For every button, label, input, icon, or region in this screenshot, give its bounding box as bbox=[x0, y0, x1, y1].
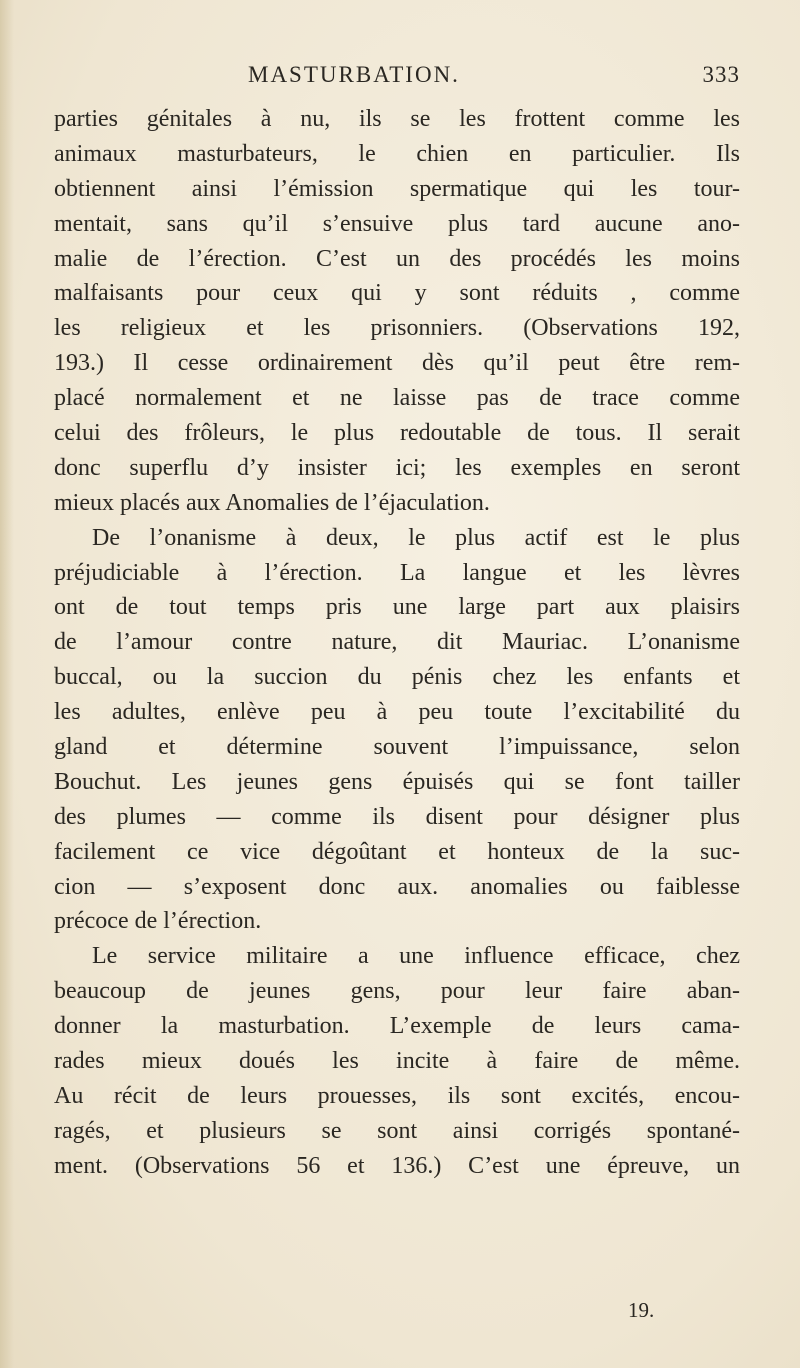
text-line: gland et détermine souvent l’impuissance, selon bbox=[54, 734, 740, 761]
text-line: facilement ce vice dégoûtant et honteux de la suc- bbox=[54, 838, 740, 865]
running-title: MASTURBATION. bbox=[248, 62, 460, 87]
text-line: beaucoup de jeunes gens, pour leur faire aban- bbox=[54, 978, 740, 1005]
text-line: mentait, sans qu’il s’ensuive plus tard aucune ano- bbox=[54, 210, 740, 237]
text-line: celui des frôleurs, le plus redoutable de tous. Il serait bbox=[54, 420, 740, 447]
text-line: donner la masturbation. L’exemple de leurs cama- bbox=[54, 1013, 740, 1040]
text-line: des plumes — comme ils disent pour désigner plus bbox=[54, 803, 740, 830]
text-line: placé normalement et ne laisse pas de trace comme bbox=[54, 385, 740, 412]
body-text bbox=[54, 102, 740, 1184]
text-line: buccal, ou la succion du pénis chez les enfants et bbox=[54, 664, 740, 691]
text-line: malie de l’érection. C’est un des procédés les moins bbox=[54, 245, 740, 272]
text-line: rades mieux doués les incite à faire de même. bbox=[54, 1048, 740, 1075]
text-line: 193.) Il cesse ordinairement dès qu’il peut être rem- bbox=[54, 350, 740, 377]
text-line: donc superflu d’y insister ici; les exemples en seront bbox=[54, 454, 740, 481]
text-line: malfaisants pour ceux qui y sont réduits , comme bbox=[54, 280, 740, 307]
text-line: De l’onanisme à deux, le plus actif est le plus bbox=[92, 524, 740, 551]
text-line: ragés, et plusieurs se sont ainsi corrigés spontané- bbox=[54, 1117, 740, 1144]
text-line: mieux placés aux Anomalies de l’éjaculation. bbox=[54, 489, 490, 516]
page-number: 333 bbox=[702, 62, 740, 87]
binding-shadow bbox=[0, 0, 14, 1368]
text-line: obtiennent ainsi l’émission spermatique qui les tour- bbox=[54, 175, 740, 202]
text-line: de l’amour contre nature, dit Mauriac. L’onanisme bbox=[54, 629, 740, 656]
text-line: animaux masturbateurs, le chien en particulier. Ils bbox=[54, 140, 740, 167]
text-line: les adultes, enlève peu à peu toute l’excitabilité du bbox=[54, 699, 740, 726]
text-line: cion — s’exposent donc aux. anomalies ou faiblesse bbox=[54, 873, 740, 900]
text-line: ment. (Observations 56 et 136.) C’est une épreuve, un bbox=[54, 1152, 740, 1179]
text-line: ont de tout temps pris une large part aux plaisirs bbox=[54, 594, 740, 621]
text-line: les religieux et les prisonniers. (Observations 192, bbox=[54, 315, 740, 342]
text-line: parties génitales à nu, ils se les frottent comme les bbox=[54, 106, 740, 132]
text-line: précoce de l’érection. bbox=[54, 908, 262, 935]
text-line: Au récit de leurs prouesses, ils sont excités, encou- bbox=[54, 1082, 740, 1109]
printer-signature: 19. bbox=[628, 1298, 655, 1322]
page-header bbox=[130, 62, 740, 96]
text-line: préjudiciable à l’érection. La langue et les lèvres bbox=[54, 559, 740, 586]
text-line: Le service militaire a une influence efficace, chez bbox=[92, 943, 740, 970]
text-line: Bouchut. Les jeunes gens épuisés qui se font tailler bbox=[54, 768, 740, 795]
